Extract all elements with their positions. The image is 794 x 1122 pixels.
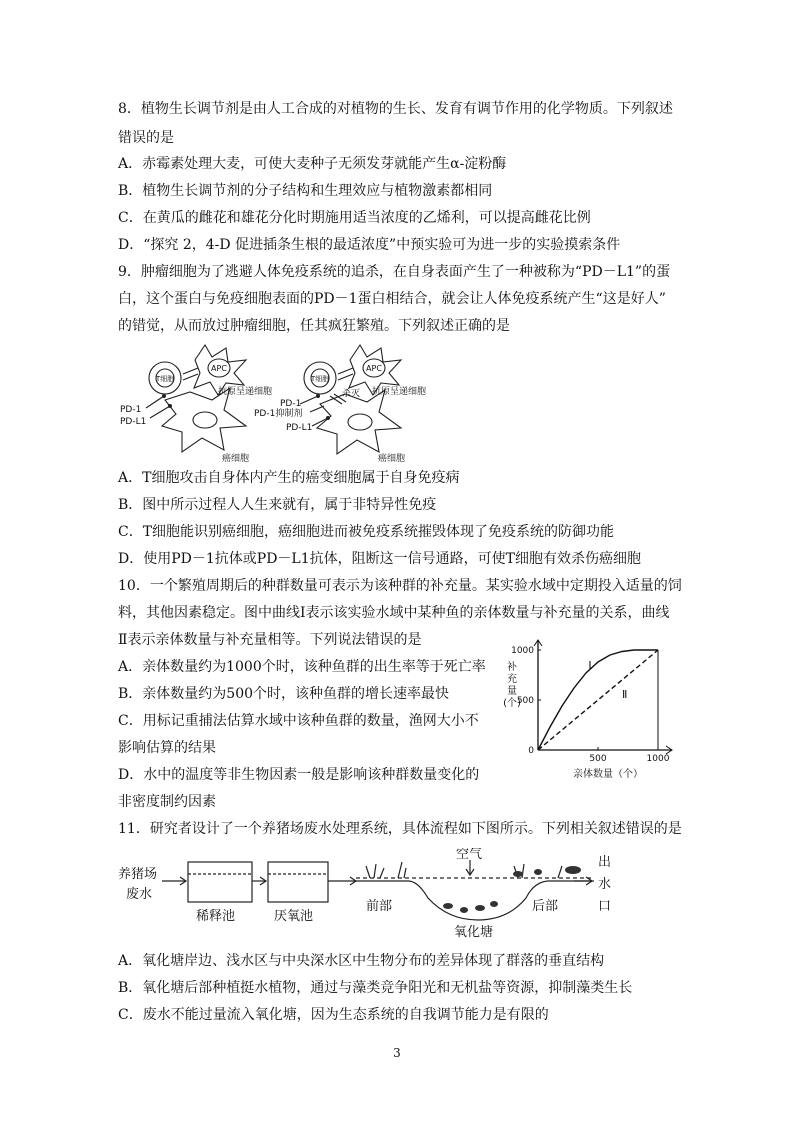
left-cancer-label: 癌细胞 (222, 454, 250, 462)
series-2-line (538, 650, 658, 750)
immune-figure (120, 340, 440, 462)
right-inhibitor-pointer (310, 406, 324, 412)
right-kill-label: 杀灭 (342, 389, 361, 399)
right-apc-text: APC (366, 364, 382, 373)
left-pd1-label: PD-1 (120, 405, 142, 415)
y-tick-label: 1000 (511, 646, 534, 656)
front-label: 前部 (366, 899, 393, 914)
left-arrow-2 (183, 374, 198, 380)
aquatic-plant-1 (513, 871, 523, 877)
q10-chart (490, 632, 690, 782)
tank2-label: 厌氧池 (274, 909, 314, 924)
reed-plants-front (366, 862, 406, 878)
page-number: 3 (393, 1046, 401, 1060)
outlet-label-2: 水 (598, 877, 612, 892)
left-pd1-dot (162, 394, 166, 398)
algae-2 (460, 907, 468, 913)
q9-stem-line1: 9．肿瘤细胞为了逃避人体免疫系统的追杀，在自身表面产生了一种被称为“PD－L1”的蛋 (118, 264, 671, 280)
left-pdl1-dot (168, 404, 172, 408)
right-pdl1-label: PD-L1 (286, 423, 313, 433)
q10-stem-line2: 料，其他因素稳定。图中曲线Ⅰ表示该实验水域中某种鱼的亲体数量与补充量的关系，曲线 (118, 605, 670, 621)
q9-stem-line3: 的错觉，从而放过肿瘤细胞，任其疯狂繁殖。下列叙述正确的是 (118, 318, 510, 334)
q8-stem-line1: 8．植物生长调节剂是由人工合成的对植物的生长、发育有调节作用的化学物质。下列叙述 (118, 101, 673, 117)
left-apc-text: APC (211, 364, 227, 373)
tank1-label: 稀释池 (196, 909, 236, 924)
right-cancer-nucleus (348, 414, 372, 430)
ylabel-part4: (个) (503, 698, 521, 709)
y-tick-label: 0 (528, 746, 534, 756)
right-pd1-dot (316, 394, 320, 398)
series-2-label: Ⅱ (622, 688, 628, 701)
right-panel (300, 345, 401, 454)
dilution-tank (188, 862, 252, 902)
q9-option-c: C．T细胞能识别癌细胞，癌细胞进而被免疫系统摧毁体现了免疫系统的防御功能 (118, 524, 615, 540)
right-pd1-pointer (300, 396, 318, 404)
algae-1 (443, 903, 453, 909)
left-cancer-nucleus (193, 412, 217, 428)
left-arrow (183, 368, 198, 374)
q8-option-c: C．在黄瓜的雌花和雄花分化时期施用适当浓度的乙烯利，可以提高雌花比例 (118, 210, 591, 226)
q11-option-c: C．废水不能过量流入氧化塘，因为生态系统的自我调节能力是有限的 (118, 1007, 549, 1023)
chart-series (538, 650, 658, 750)
left-tcell-label: T细胞 (155, 375, 175, 383)
ylabel-part2: 充 (507, 674, 517, 685)
right-pdl1-dot (326, 416, 330, 420)
wastewater-flow-figure (118, 848, 628, 938)
right-pd1-label: PD-1 (280, 399, 302, 409)
q9-stem-line2: 白，这个蛋白与免疫细胞表面的PD－1蛋白相结合，就会让人体免疫系统产生“这是好人” (118, 291, 666, 307)
algae-4 (490, 901, 498, 907)
q10-option-c-line2: 影响估算的结果 (118, 740, 216, 756)
right-arrow (338, 368, 353, 374)
pond-organisms (443, 866, 581, 913)
back-label: 后部 (532, 899, 559, 914)
q8-option-b: B．植物生长调节剂的分子结构和生理效应与植物激素都相同 (118, 183, 493, 199)
q8-option-a: A．赤霉素处理大麦，可使大麦种子无须发芽就能产生α-淀粉酶 (118, 156, 507, 172)
chart-axes (534, 640, 672, 754)
q9-option-b: B．图中所示过程人人生来就有，属于非特异性免疫 (118, 497, 437, 513)
series-1-label: Ⅰ (588, 659, 592, 672)
left-apc-label: 抗原呈递细胞 (218, 387, 273, 397)
q11-stem: 11．研究者设计了一个养猪场废水处理系统，具体流程如下图所示。下列相关叙述错误的是 (118, 821, 682, 837)
q10-option-c-line1: C．用标记重捕法估算水域中该种鱼群的数量，渔网大小不 (118, 713, 479, 729)
outlet-label-3: 口 (598, 899, 612, 914)
left-pdl1-pointer (150, 406, 170, 418)
q11-option-a: A．氧化塘岸边、浅水区与中央深水区中生物分布的差异体现了群落的垂直结构 (118, 953, 605, 969)
anaerobic-tank (268, 862, 328, 902)
q8-option-d: D．“探究 2，4-D 促进插条生根的最适浓度”中预实验可为进一步的实验摸索条件 (118, 237, 621, 253)
bird (565, 866, 581, 874)
q11-option-b: B．氧化塘后部种植挺水植物，通过与藻类竞争阳光和无机盐等资源，抑制藻类生长 (118, 980, 633, 996)
q10-option-d-line1: D．水中的温度等非生物因素一般是影响该种群数量变化的 (118, 767, 480, 783)
right-cancer-label: 癌细胞 (378, 454, 406, 462)
pond-label: 氧化塘 (454, 925, 494, 938)
q8-stem-line2: 错误的是 (118, 130, 174, 146)
q10-option-b: B．亲体数量约为500个时，该种鱼群的增长速率最快 (118, 686, 450, 702)
q10-option-d-line2: 非密度制约因素 (118, 794, 216, 810)
x-tick-label: 1000 (646, 754, 670, 764)
right-inhibitor-label: PD-1抑制剂 (254, 409, 303, 419)
right-tcell-label: T细胞 (310, 375, 330, 383)
left-pdl1-label: PD-L1 (120, 417, 147, 427)
left-panel (146, 345, 246, 452)
right-cancer-cell (317, 390, 401, 454)
air-label: 空气 (456, 848, 483, 862)
q10-stem-line3: Ⅱ表示亲体数量与补充量相等。下列说法错误的是 (118, 632, 422, 648)
right-arrow-2 (338, 374, 353, 380)
q10-stem-line1: 10．一个繁殖周期后的种群数量可表示为该种群的补充量。某实验水域中定期投入适量的饲 (118, 578, 682, 594)
q9-option-a: A．T细胞攻击自身体内产生的癌变细胞属于自身免疫病 (118, 470, 460, 486)
q9-option-d: D．使用PD－1抗体或PD－L1抗体，阻断这一信号通路，可使T细胞有效杀伤癌细胞 (118, 551, 641, 567)
left-cancer-cell (162, 388, 246, 452)
x-tick-label: 500 (589, 754, 607, 764)
right-apc-label: 抗原呈递细胞 (372, 387, 427, 397)
y-tick-label: 500 (516, 696, 534, 706)
algae-3 (475, 905, 485, 911)
aquatic-plant-2 (534, 869, 542, 875)
outlet-label-1: 出 (598, 855, 612, 870)
source-label-line2: 废水 (126, 887, 153, 902)
left-pd1-pointer (146, 396, 164, 408)
ylabel-part3: 量 (507, 686, 517, 697)
source-label-line1: 养猪场 (118, 867, 158, 882)
q10-option-a: A．亲体数量约为1000个时，该种鱼群的出生率等于死亡率 (118, 659, 486, 675)
x-axis-label: 亲体数量（个） (573, 769, 643, 780)
ylabel-part1: 补 (507, 662, 517, 673)
